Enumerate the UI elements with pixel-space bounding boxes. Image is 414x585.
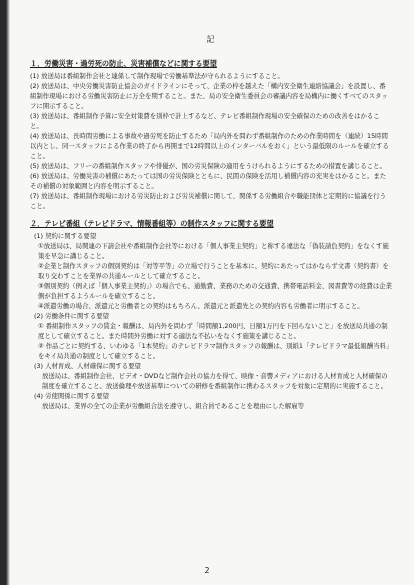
section-2: [30, 219, 392, 411]
list-item: (2) 放送局は、中央労働災害防止協会のガイドラインにそって、企業の枠を越えた「構内安全衛生連絡協議会」を設置し、番組制作現場における労働災害防止に万全を期すること。また、局の安全衛生委員会の審議内容を局構内に働くすべてのスタッフに開示すること。: [30, 82, 388, 110]
subsection-training-text: 放送局は、番組制作会社、ビデオ・DVDなど制作会社の協力を得て、映像・音響メディアにおける人材育成と人材確保の制度を確立すること。放送倫理や放送基準についての研修を番組制作に携わるスタッフを対象に定期的に実施すること。: [42, 372, 388, 390]
subsection-conditions-title: (2) 労働条件に関する要望: [34, 312, 109, 320]
list-item: ① 番組制作スタッフの賃金・報酬は、局内外を問わず「時間額1,200円、日額1万円を下回らないこと」を放送局共通の制度として確立すること。また時間外労働に対する適法な不払いをなくす施策を講じること。: [38, 322, 388, 340]
subsection-labor-relations-title: (4) 労使関係に関する要望: [34, 392, 109, 400]
list-item: (7) 放送局は、番組制作現場における労災防止および労災補償に関して、関係する労働組合や職能団体と定期的に協議を行うこと。: [30, 192, 387, 210]
list-item: (4) 放送局は、長時間労働による事故や過労死を防止するため「局内外を問わず番組制作のための作業時間を（連続）15時間以内とし、同一スタッフによる作業の終了から再開まで12時間以上のインターバルをおく」という最低限のルールを確立すること。: [30, 132, 389, 160]
section-1: [30, 59, 392, 211]
subsection-labor-relations-text: 放送局は、業界の全ての企業が労働組合法を遵守し、組合員であることを理由にした解雇等: [42, 402, 305, 410]
subsection-contract-list: [30, 241, 392, 311]
list-item: ②企業と制作スタッフの個別契約は「対等平等」の立場で行うことを基本に、契約にあたってはかならず文書（契約書）を取り交わすことを業界の共通ルールとして確立すること。: [38, 262, 389, 280]
list-item: ③個別契約（例えば「個人事業主契約」）の場合でも、通勤費、業務のための交通費、携帯電話料金、図書費等の経費は企業側が負担するようルールを確立すること。: [38, 282, 393, 300]
list-item: ④派遣労働の場合、派遣元と労働者との契約はもちろん、派遣元と派遣先との契約内容も労働者に明示すること。: [38, 302, 364, 310]
subsection-training-title: (3) 人材育成、人材確保に関する要望: [34, 362, 141, 370]
section-gap: [30, 211, 392, 219]
list-item: (5) 放送局は、フリーの番組制作スタッフや俳優が、国の労災保険の適用をうけられるようにするための措置を講じること。: [30, 162, 386, 170]
section-2-title: ２．テレビ番組（テレビドラマ、情報番組等）の制作スタッフに関する要望: [30, 219, 274, 228]
subsection-contract-title: (1) 契約に関する要望: [34, 232, 97, 240]
list-item: ② 作品ごとに契約する、いわゆる「1本契約」のテレビドラマ制作スタッフの報酬は、別紙1「テレビドラマ最低報酬当料」をキイ局共通の制度として確立すること。: [38, 342, 390, 360]
list-item: (3) 放送局は、番組制作予算に安全対策費を別枠で計上するなど、テレビ番組制作現場の安全確保のための改善をはかること。: [30, 112, 380, 130]
list-item: (1) 放送局は番組制作会社と連係して制作現場で労働基準法が守られるようにすること。: [30, 72, 284, 80]
list-item: (6) 放送局は、労働災害の補償にあたっては国の労災保険とともに、民間の保険を活用し補償内容の充実をはかること。またその補償の対象範囲と内容を明示すること。: [30, 172, 387, 190]
list-item: ①放送局は、局関連の下請会社や番組制作会社等における「個人事業主契約」と称する違法な「偽装請負契約」をなくす施策を早急に講じること。: [38, 242, 389, 260]
section-1-title: １．労働災害・過労死の防止、災害補償などに関する要望: [30, 59, 217, 68]
section-1-list: [30, 71, 392, 211]
subsection-conditions-list: [30, 321, 392, 361]
document-header: 記: [206, 35, 216, 44]
page-number: 2: [204, 566, 210, 575]
